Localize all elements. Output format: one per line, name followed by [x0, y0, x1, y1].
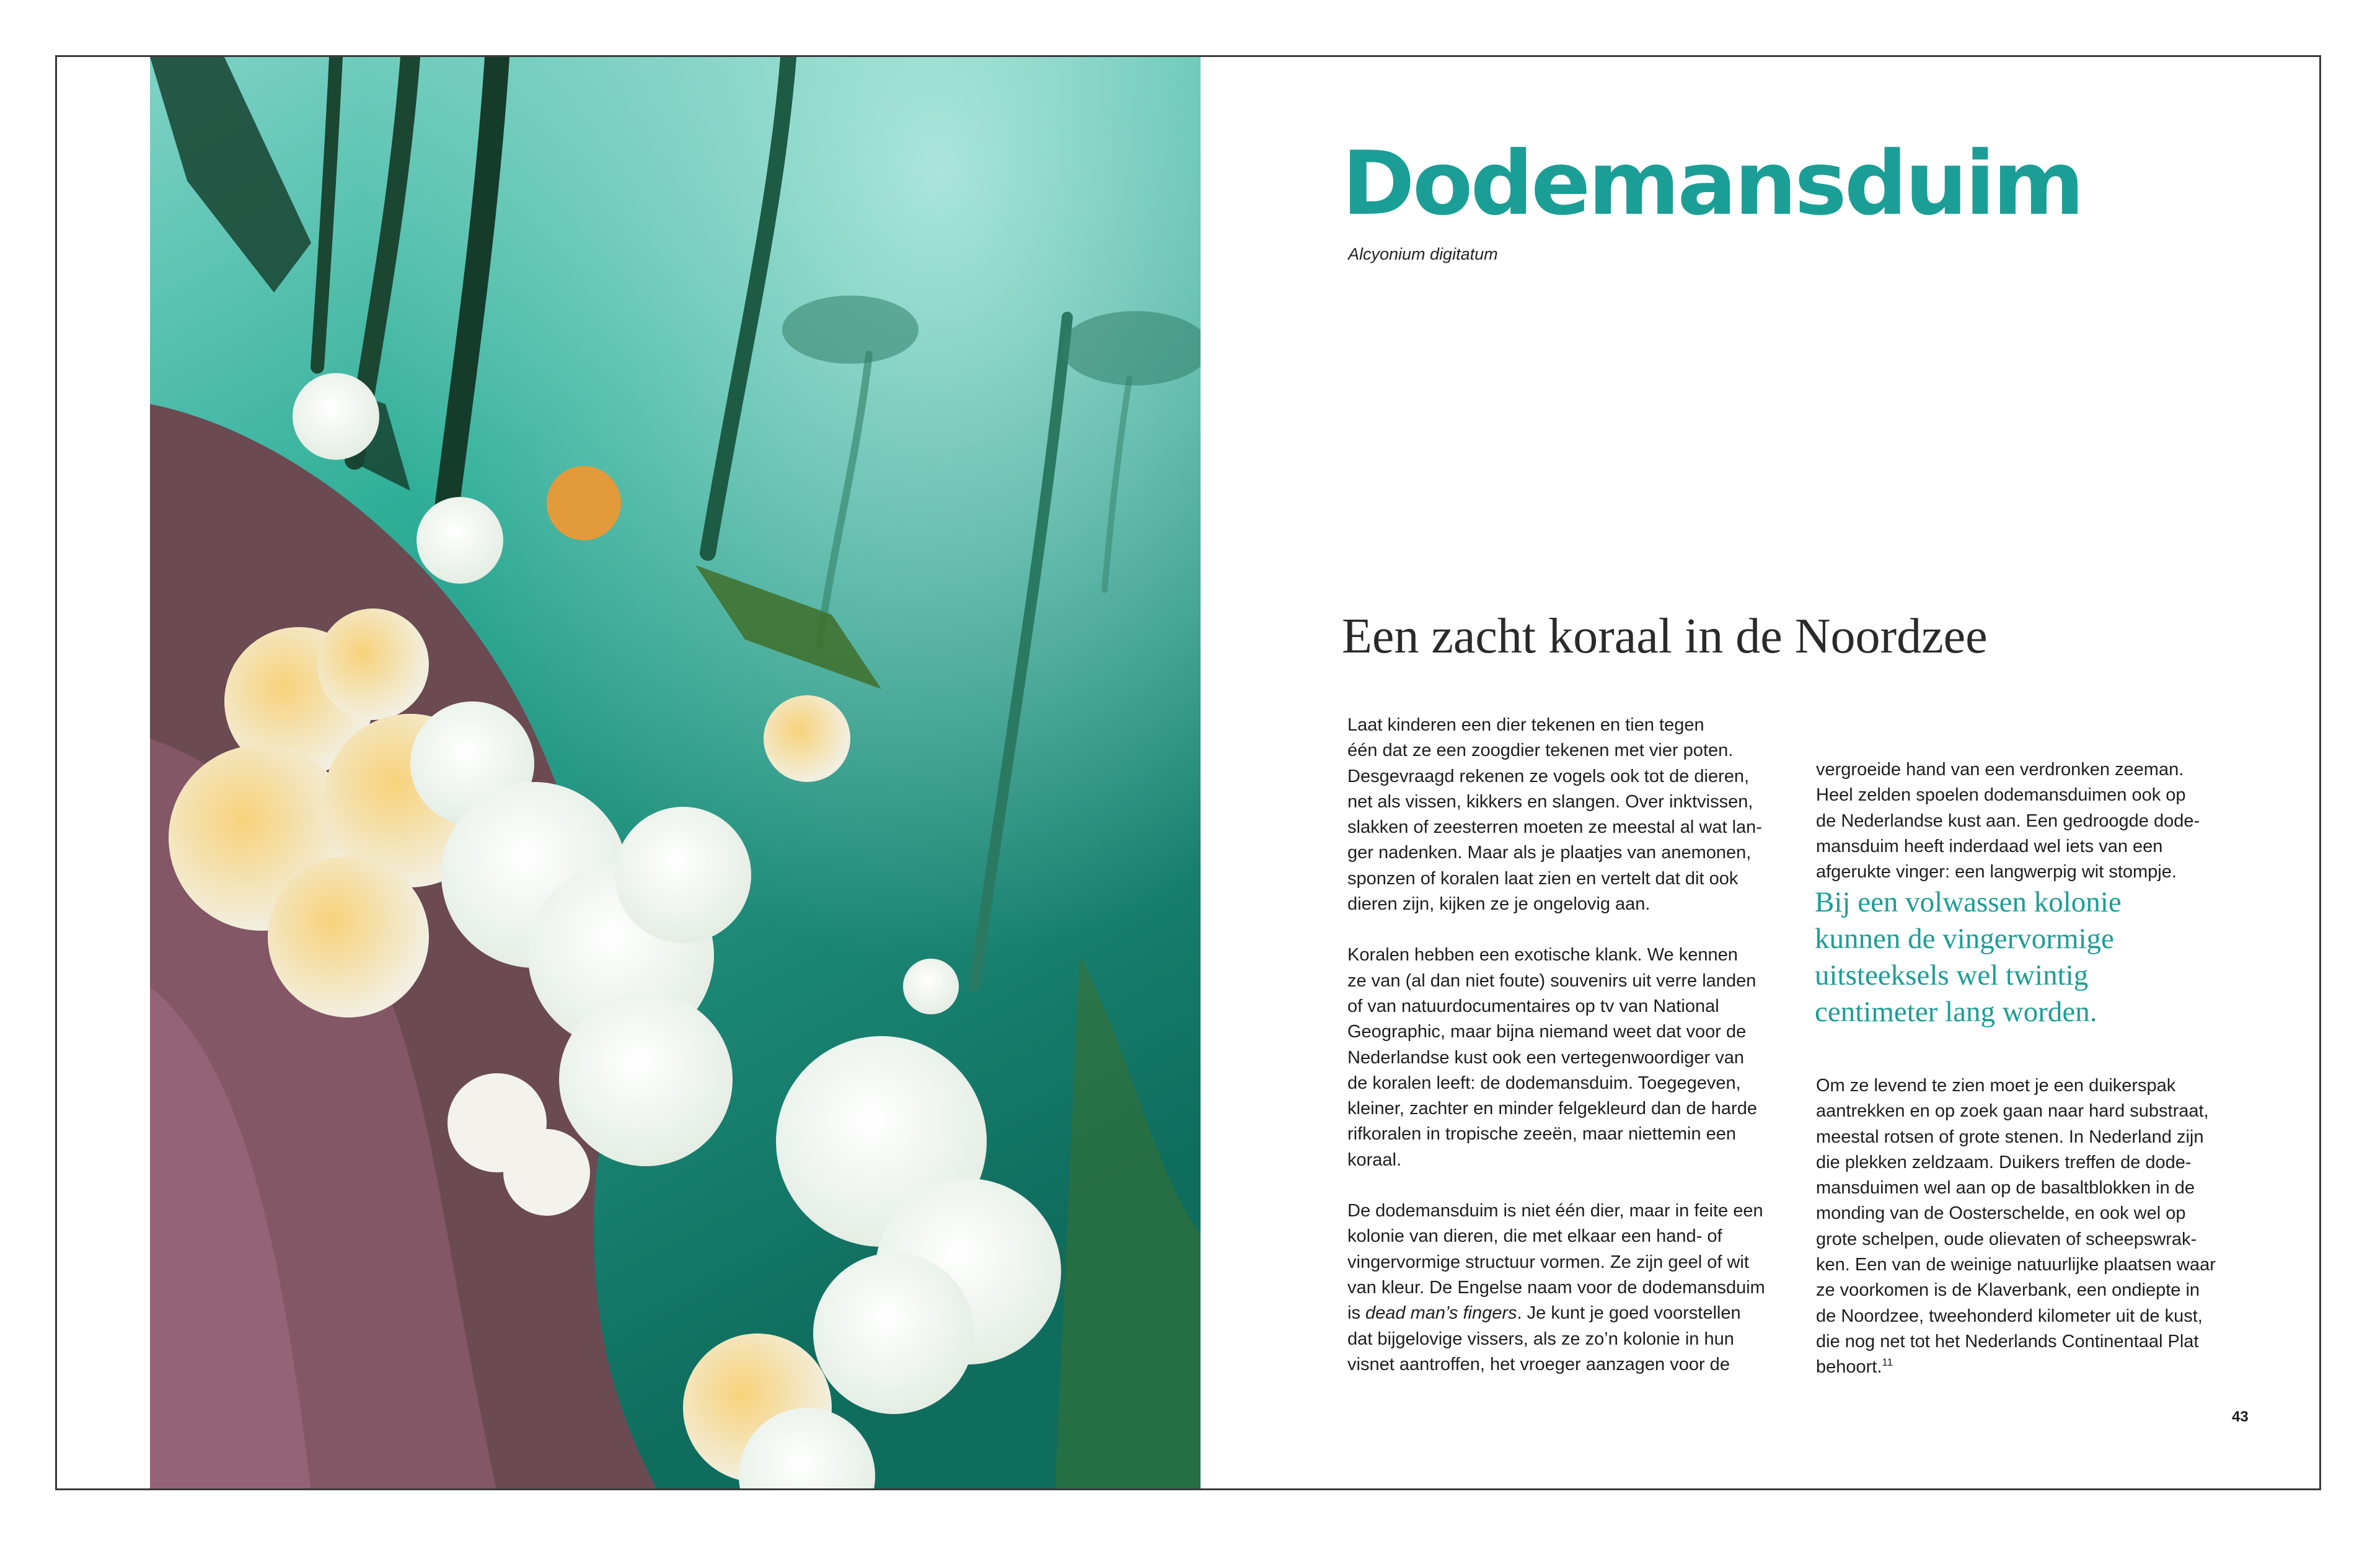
underwater-coral-photo — [150, 57, 1201, 1490]
paragraph-diving-text: Om ze levend te zien moet je een duikerspak aantrekken en op zoek gaan naar hard substraat, meestal rotsen of grote stenen. In Nederland zijn die plekken zeldzaam. Duikers treffen de dode- mansduimen wel aan op de basaltblokken in de monding van de Oosterschelde, en ook wel op grote schelpen, oude olievaten of scheepswrak- ken. Een van de weinige natuurlijke plaatsen waar ze voorkomen is de Klaverbank, een ondiepte in de Noordzee, tweehonderd kilometer uit de kust, die nog net tot het Nederlands Continentaal Plat behoort. — [1816, 1076, 2216, 1377]
paragraph-corals: Koralen hebben een exotische klank. We kennen ze van (al dan niet foute) souvenirs uit verre landen of van natuurdocumentaires op tv van National Geographic, maar bijna niemand weet dat voor de Nederlandse kust ook een vertegenwoordiger van de koralen leeft: de dodemansduim. Toegegeven, kleiner, zachter en minder felgekleurd dan de harde rifkoralen in tropische zeeën, maar niettemin een koraal. — [1347, 945, 1757, 1170]
pull-quote: Bij een volwassen kolonie kunnen de vingervormige uitsteeksels wel twintig centimeter lang worden. — [1815, 886, 2122, 1028]
paragraph-colony-end: . Je kunt je goed voorstellen dat bijgelovige vissers, als ze zo’n kolonie in hun visnet aantroffen, het vroeger aanzagen voor de — [1347, 1303, 1741, 1374]
scientific-name: Alcyonium digitatum — [1348, 245, 1498, 263]
book-spread — [55, 55, 2321, 1490]
paragraph-intro: Laat kinderen een dier tekenen en tien tegen één dat ze een zoogdier tekenen met vier poten. Desgevraagd rekenen ze vogels ook tot de dieren, net als vissen, kikkers en slangen. Over inktvissen, slakken of zeesterren moeten ze meestal al wat lan- ger nadenken. Maar als je plaatjes van anemonen, sponzen of koralen laat zien en vertelt dat dit ook dieren zijn, kijken ze je ongelovig aan. — [1347, 715, 1762, 915]
text-column-left — [1347, 713, 1781, 1377]
paragraph-diving — [1816, 1073, 2250, 1381]
page-number: 43 — [2232, 1408, 2249, 1425]
text-column-right-bottom — [1816, 1073, 2250, 1381]
paragraph-colony-start: De dodemansduim is niet één dier, maar in feite een kolonie van dieren, die met elkaar een hand- of vingervormige structuur vormen. Ze zijn geel of wit van kleur. De Engelse naam voor de dodemansduim is — [1347, 1201, 1765, 1324]
paragraph-drowned-hand: vergroeide hand van een verdronken zeeman. Heel zelden spoelen dodemansduimen ook op de Nederlandse kust aan. Een gedroogde dode- mansduim heeft inderdaad wel iets van een afgerukte vinger: een langwerpig wit stompje. — [1816, 760, 2200, 882]
text-column-right-top — [1816, 757, 2250, 885]
paragraph-colony — [1347, 1198, 1781, 1377]
article-subtitle: Een zacht koraal in de Noordzee — [1342, 609, 1988, 664]
article-title: Dodemansduim — [1342, 133, 2082, 235]
coral-illustration — [150, 57, 1201, 1490]
footnote-marker: 11 — [1882, 1356, 1893, 1369]
english-name-italic: dead man’s fingers — [1365, 1303, 1517, 1324]
